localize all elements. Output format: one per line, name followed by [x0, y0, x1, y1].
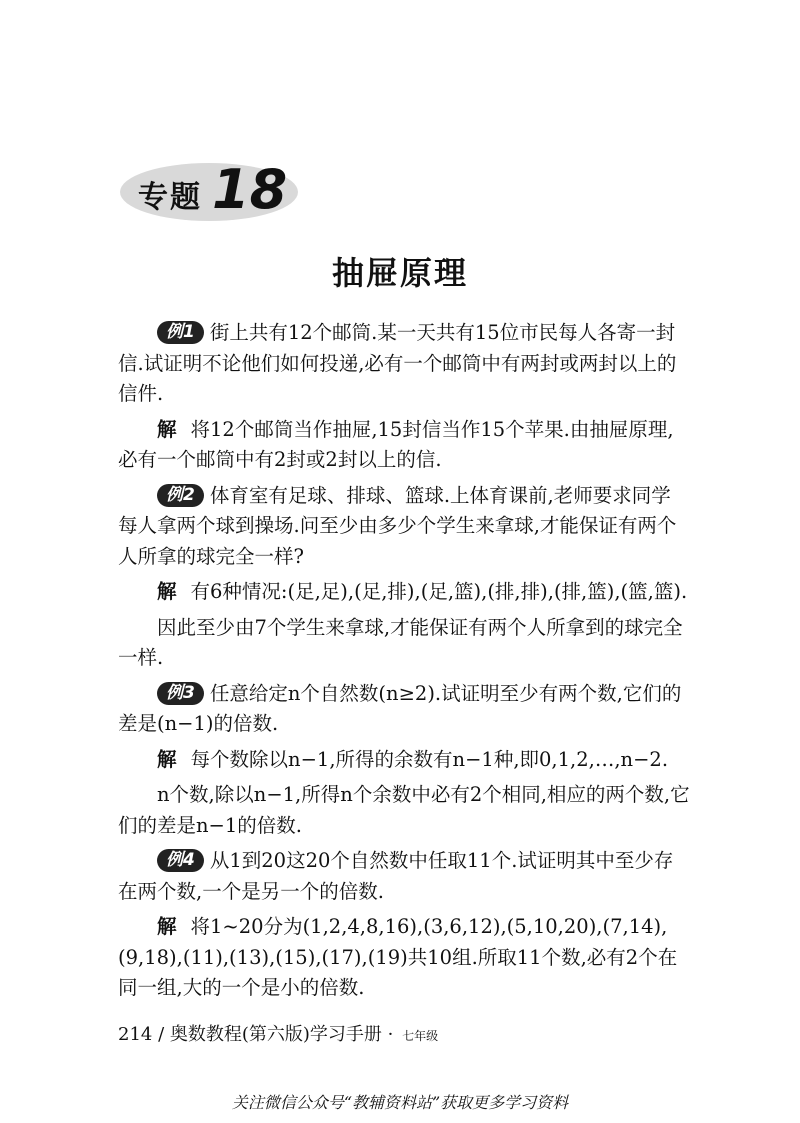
problem-text: 任意给定n个自然数(n≥2).试证明至少有两个数,它们的差是(n−1)的倍数. [118, 681, 682, 735]
bottom-notice: 关注微信公众号“教辅资料站”获取更多学习资料 [231, 1093, 569, 1112]
example-2-solution [118, 577, 690, 608]
solution-label: 解 [157, 915, 177, 938]
example-2-solution-cont [118, 613, 690, 674]
example-tag: 例2 [157, 484, 204, 507]
solution-text: n个数,除以n−1,所得n个余数中必有2个相同,相应的两个数,它们的差是n−1的倍数. [118, 783, 690, 837]
problem-text: 从1到20这20个自然数中任取11个.试证明其中至少存在两个数,一个是另一个的倍数. [118, 849, 674, 903]
example-tag: 例3 [157, 682, 204, 705]
content [118, 318, 690, 1004]
example-4-problem [118, 846, 690, 907]
book-title: / 奥数教程(第六版)学习手册 · [158, 1024, 394, 1045]
example-3-problem [118, 679, 690, 740]
example-1-problem [118, 318, 690, 410]
problem-text: 体育室有足球、排球、篮球.上体育课前,老师要求同学每人拿两个球到操场.问至少由多少个学生来拿球,才能保证有两个人所拿的球完全一样? [118, 483, 677, 568]
solution-text: 因此至少由7个学生来拿球,才能保证有两个人所拿到的球完全一样. [118, 615, 683, 669]
solution-text: 将12个邮筒当作抽屉,15封信当作15个苹果.由抽屉原理,必有一个邮筒中有2封或2封以上的信. [118, 417, 674, 471]
page-number: 214 [118, 1024, 153, 1045]
solution-text: 有6种情况:(足,足),(足,排),(足,篮),(排,排),(排,篮),(篮,篮). [190, 580, 688, 603]
page-title: 抽屉原理 [331, 254, 468, 292]
solution-text: 将1~20分为(1,2,4,8,16),(3,6,12),(5,10,20),(7,14),(9,18),(11),(13),(15),(17),(19)共10组.所取11个数,必有2个在同一组,大的一个是小的倍数. [118, 915, 678, 999]
solution-text: 每个数除以n−1,所得的余数有n−1种,即0,1,2,…,n−2. [190, 747, 669, 771]
example-tag: 例1 [157, 321, 204, 344]
solution-label: 解 [157, 417, 177, 441]
example-4-solution [118, 912, 690, 1004]
example-3-solution-cont [118, 780, 690, 841]
example-3-solution [118, 745, 690, 776]
solution-label: 解 [157, 580, 177, 603]
example-2-problem [118, 481, 690, 573]
page-footer [118, 1020, 438, 1046]
topic-number: 18 [212, 158, 288, 221]
topic-label: 专题 [138, 180, 202, 215]
solution-label: 解 [157, 747, 177, 771]
example-tag: 例4 [157, 849, 204, 872]
problem-text: 街上共有12个邮筒.某一天共有15位市民每人各寄一封信.试证明不论他们如何投递,必有一个邮筒中有两封或两封以上的信件. [118, 321, 677, 405]
example-1-solution [118, 415, 690, 476]
grade-label: 七年级 [402, 1029, 439, 1043]
